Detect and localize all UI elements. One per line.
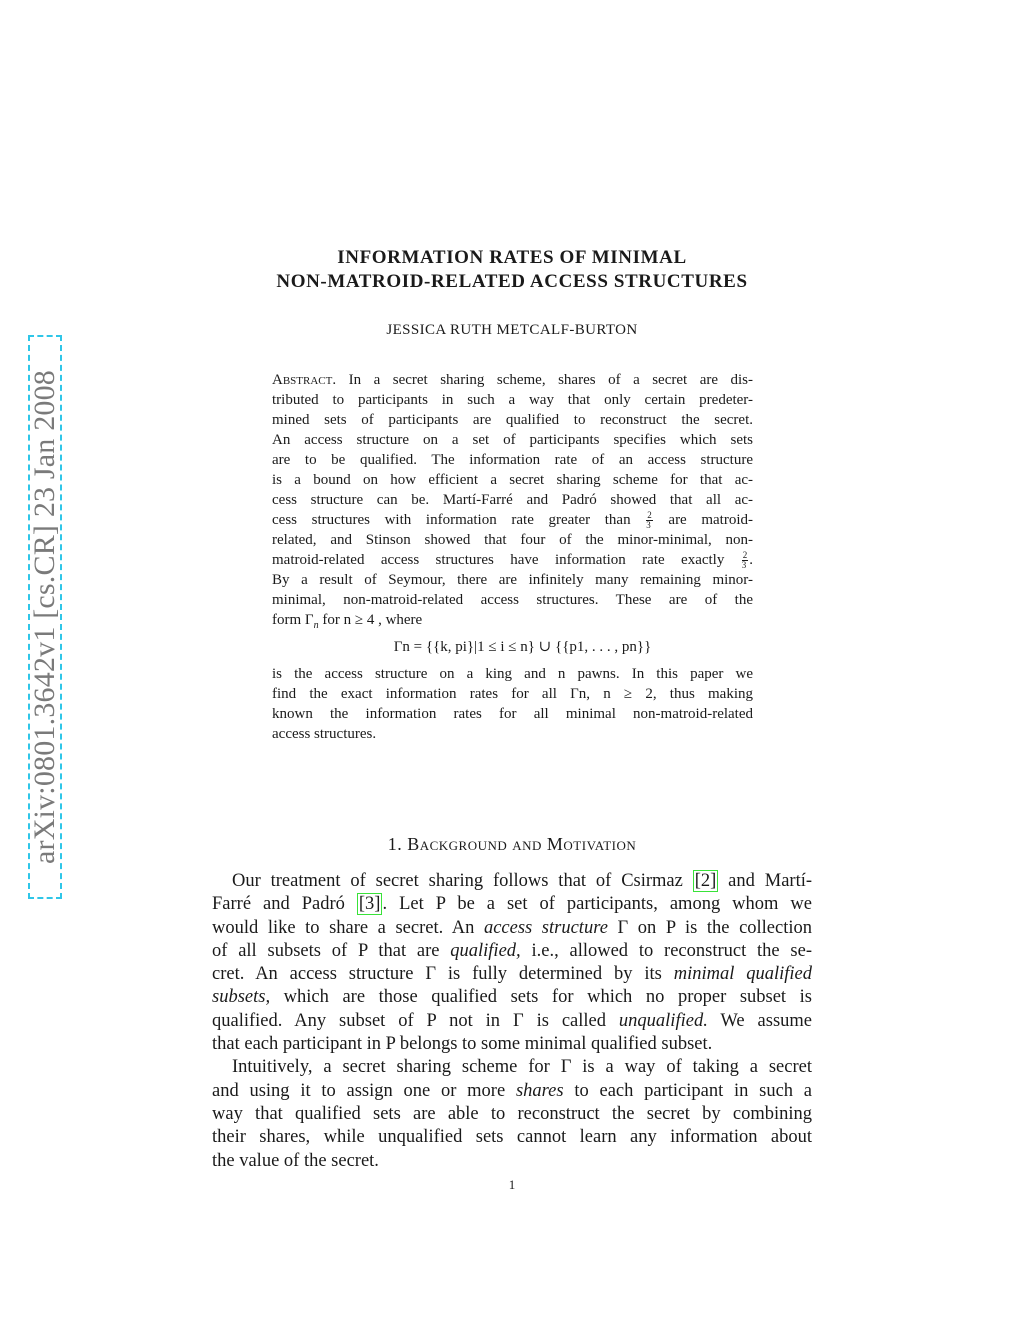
abstract-line: are to be qualified. The information rate of an access structure	[272, 452, 753, 468]
body-line: Intuitively, a secret sharing scheme for Γ is a way of taking a secret	[232, 1057, 812, 1078]
abstract-line: is a bound on how efficient a secret sharing scheme for that ac-	[272, 472, 753, 488]
fraction-two-thirds: $\frac{2}{3}$	[646, 510, 652, 531]
abstract-line: mined sets of participants are qualified to reconstruct the secret.	[272, 412, 753, 428]
body-line: the value of the secret.	[212, 1150, 379, 1171]
body-line: subsets, which are those qualified sets for which no proper subset is	[212, 987, 812, 1008]
abstract-line: is the access structure on a king and n pawns. In this paper we	[272, 666, 753, 682]
abstract-line: cess structure can be. Martí-Farré and Padró showed that all ac-	[272, 492, 753, 508]
abstract-line: find the exact information rates for all Γn, n ≥ 2, thus making	[272, 686, 753, 702]
arxiv-stamp	[28, 335, 64, 903]
abstract-line: By a result of Seymour, there are infinitely many remaining minor-	[272, 572, 753, 588]
abstract-line: related, and Stinson showed that four of the minor-minimal, non-	[272, 532, 753, 548]
body-line: that each participant in P belongs to some minimal qualified subset.	[212, 1034, 713, 1055]
abstract-label: Abstract.	[272, 372, 337, 388]
author: JESSICA RUTH METCALF-BURTON	[386, 322, 638, 338]
body-line: and using it to assign one or more shares to each participant in such a	[212, 1080, 813, 1101]
abstract-line: minimal, non-matroid-related access structures. These are of the	[272, 592, 753, 608]
section-heading: 1. Background and Motivation	[387, 834, 637, 854]
body-line: of all subsets of P that are qualified, i.e., allowed to reconstruct the se-	[212, 940, 812, 961]
abstract-line: An access structure on a set of participants specifies which sets	[272, 432, 753, 448]
page-number: 1	[508, 1177, 516, 1192]
paper-title	[200, 246, 824, 294]
abstract-line: tributed to participants in such a way that only certain predeter-	[272, 392, 753, 408]
body-line: their shares, while unqualified sets cannot learn any information about	[212, 1127, 812, 1148]
abstract-line: form $\Gamma_n$ for n ≥ 4 , where	[272, 612, 423, 631]
body-line: Our treatment of secret sharing follows that of Csirmaz [2] and Martí-	[232, 871, 813, 891]
body-line: would like to share a secret. An access structure Γ on P is the collection	[212, 917, 813, 938]
body-line: cret. An access structure Γ is fully determined by its minimal qualified	[212, 964, 813, 985]
equation-gamma-n: Γn = {{k, pi}|1 ≤ i ≤ n} ∪ {{p1, . . . , pn}}	[393, 639, 652, 655]
abstract-line: access structures.	[272, 726, 377, 742]
body-line: qualified. Any subset of P not in Γ is called unqualified. We assume	[212, 1010, 812, 1031]
title-line-1: INFORMATION RATES OF MINIMAL	[337, 247, 687, 268]
citation-link[interactable]: [3]	[358, 894, 381, 915]
abstract-line: cess structures with information rate greater than $\frac{2}{3}$ are matroid-	[272, 510, 754, 531]
abstract-line: matroid-related access structures have information rate exactly $\frac{2}{3}$ .	[272, 550, 754, 571]
abstract-line: Abstract. In a secret sharing scheme, shares of a secret are dis-	[272, 372, 753, 388]
fraction-two-thirds: $\frac{2}{3}$	[741, 550, 748, 571]
abstract	[272, 370, 753, 744]
body-line: way that qualified sets are able to reconstruct the secret by combining	[212, 1103, 812, 1124]
body-text	[212, 870, 812, 1173]
arxiv-stamp-text[interactable]: arXiv:0801.3642v1 [cs.CR] 23 Jan 2008	[28, 369, 61, 865]
abstract-line: known the information rates for all minimal non-matroid-related	[272, 706, 753, 722]
body-line: Farré and Padró [3] . Let P be a set of participants, among whom we	[212, 894, 812, 915]
citation-link[interactable]: [2]	[694, 871, 717, 891]
title-line-2: NON-MATROID-RELATED ACCESS STRUCTURES	[276, 271, 748, 292]
